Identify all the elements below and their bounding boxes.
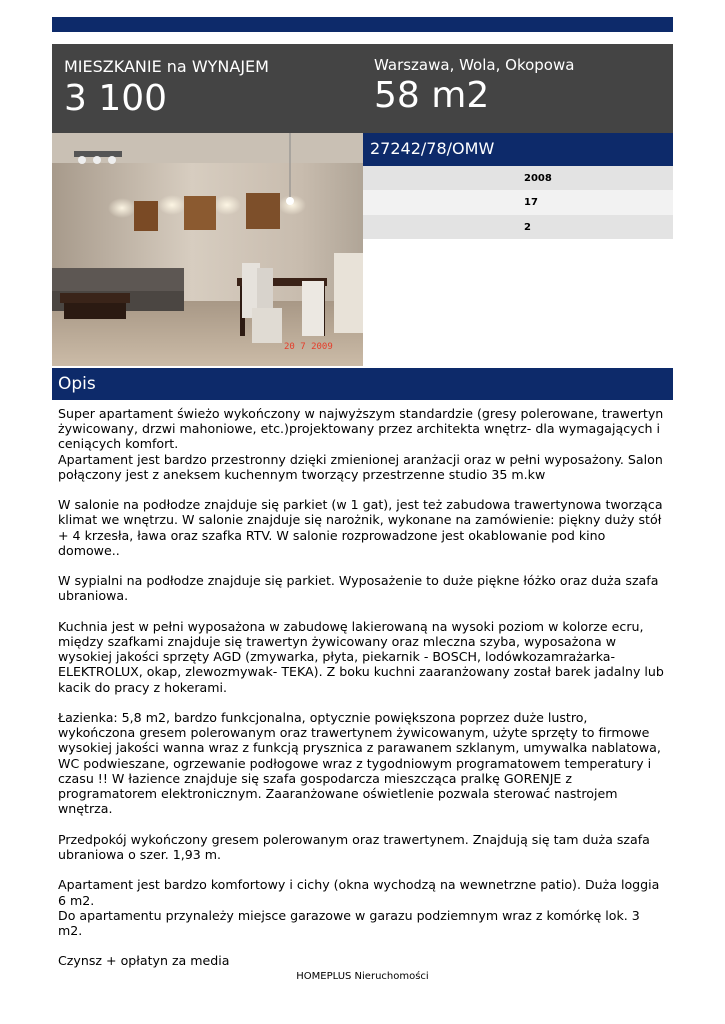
reference-number: 27242/78/OMW	[370, 139, 495, 158]
description-header	[52, 368, 673, 400]
footer-company: HOMEPLUS Nieruchomości	[296, 971, 429, 982]
top-accent-bar	[52, 17, 673, 32]
listing-area: 58 m2	[374, 75, 490, 116]
listing-price: 3 100	[64, 78, 168, 119]
detail-value: 2	[524, 221, 531, 233]
section-title: Opis	[58, 374, 96, 394]
details-row	[363, 166, 673, 190]
description-text: Super apartament świeżo wykończony w najwyższym standardzie (gresy polerowane, trawertyn żywicowany, drzwi mahoniowe, etc.)projektowany przez architekta wnętrz- dla wymagających i ceniących komfort. Apartament jest bardzo przestronny dzięki zmienionej aranżacji oraz w pełni wyposażony. Salon połączony jest z aneksem kuchennym tworzący przestrzenne studio 35 m.kw W salonie na podłodze znajduje się parkiet (w 1 gat), jest też zabudowa trawertynowa tworząca klimat we wnętrzu. W salonie znajduje się narożnik, wykonane na zamówienie: piękny duży stół + 4 krzesła, ława oraz szafka RTV. W salonie rozprowadzone jest okablowanie pod kino domowe.. W sypialni na podłodze znajduje się parkiet. Wyposażenie to duże piękne łóżko oraz duża szafa ubraniowa. Kuchnia jest w pełni wyposażona w zabudowę lakierowaną na wysoki poziom w kolorze ecru, między szafkami znajduje się trawertyn żywicowany oraz mleczna szyba, wyposażona w wysokiej jakości sprzęty AGD (zmywarka, płyta, piekarnik - BOSCH, lodówkozamrażarka- ELEKTROLUX, okap, zlewozmywak- TEKA). Z boku kuchni zaaranżowany został barek jadalny lub kacik do pracy z hokerami. Łazienka: 5,8 m2, bardzo funkcjonalna, optycznie powiększona poprzez duże lustro, wykończona gresem polerowanym oraz trawertynem żywicowanym, użyte sprzęty to firmowe wysokiej jakości wanna wraz z funkcją prysznica z parawanem szklanym, umywalka nablatowa, WC podwieszane, ogrzewanie podłogowe wraz z tygodniowym programatowem temperatury i czasu !! W łazience znajduje się szafa gospodarcza mieszcząca pralkę GORENJE z programatorem elektronicznym. Zaaranżowane oświetlenie pozwala sterować nastrojem wnętrza. Przedpokój wykończony gresem polerowanym oraz trawertynem. Znajdują się tam duża szafa ubraniowa o szer. 1,93 m. Apartament jest bardzo komfortowy i cichy (okna wychodzą na wewnetrzne patio). Duża loggia 6 m2. Do apartamentu przynależy miejsce garazowe w garazu podziemnym wraz z komórkę lok. 3 m2. Czynsz + opłatyn za media	[58, 406, 664, 969]
details-row	[363, 190, 673, 214]
listing-type: MIESZKANIE na WYNAJEM	[64, 57, 269, 76]
reference-bar	[363, 133, 673, 166]
detail-value: 17	[524, 197, 538, 209]
listing-header	[52, 44, 673, 133]
details-table	[363, 166, 673, 239]
listing-location: Warszawa, Wola, Okopowa	[374, 56, 575, 74]
photo-date-stamp: 20 7 2009	[284, 342, 333, 352]
detail-value: 2008	[524, 173, 552, 184]
details-row	[363, 215, 673, 239]
apartment-photo	[52, 133, 363, 366]
